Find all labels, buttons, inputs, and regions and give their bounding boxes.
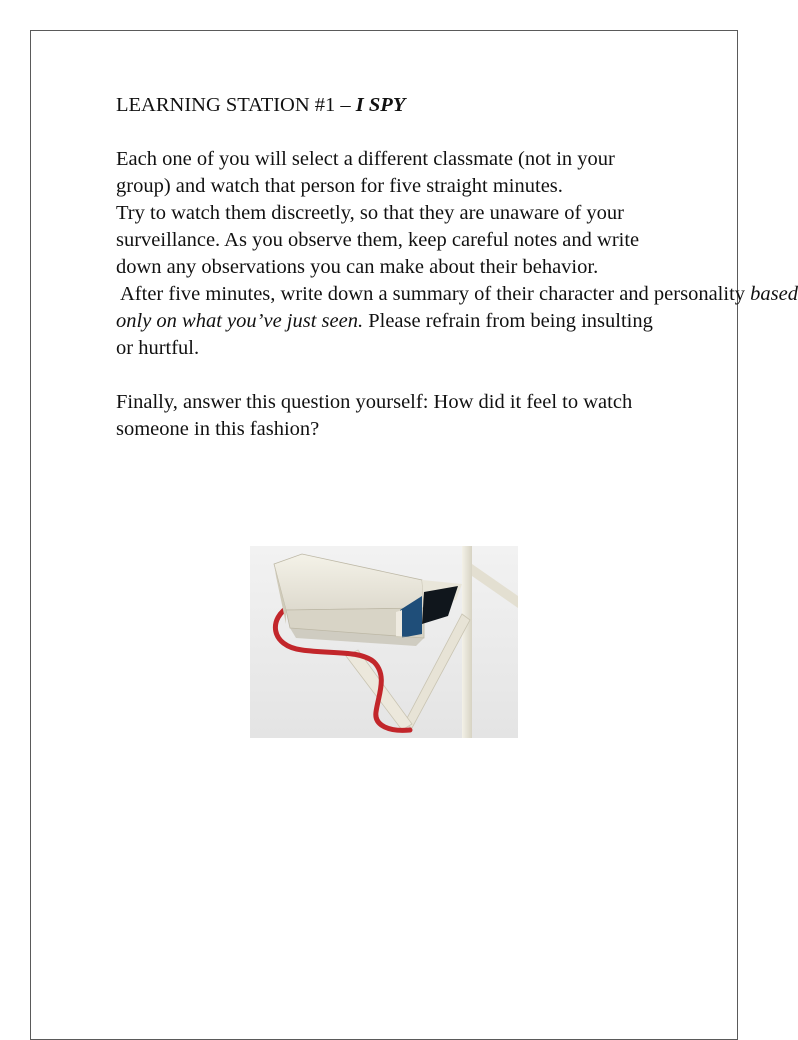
title-emphasis: I SPY bbox=[355, 94, 406, 116]
document-body bbox=[116, 92, 798, 443]
summary-tail: Please refrain from being insulting or hurtful. bbox=[116, 310, 653, 359]
instruction-select-classmate: Each one of you will select a different classmate (not in your group) and watch that person for five straight minutes. bbox=[116, 148, 615, 197]
security-camera-image bbox=[250, 546, 518, 738]
instruction-summary bbox=[116, 281, 798, 362]
summary-lead: After five minutes, write down a summary of their character and personality bbox=[116, 283, 751, 305]
title-prefix: LEARNING STATION #1 – bbox=[116, 94, 356, 116]
security-camera-icon bbox=[250, 546, 518, 738]
page-title bbox=[116, 92, 661, 119]
instruction-watch-discreetly: Try to watch them discreetly, so that they are unaware of your surveillance. As you observe them, keep careful notes and write down any observations you can make about their behavior. bbox=[116, 202, 640, 278]
summary-italic: based only on what you’ve just seen. bbox=[116, 283, 798, 332]
spacer bbox=[116, 362, 661, 389]
spacer bbox=[116, 119, 661, 146]
reflection-question: Finally, answer this question yourself: How did it feel to watch someone in this fashion? bbox=[116, 391, 633, 440]
